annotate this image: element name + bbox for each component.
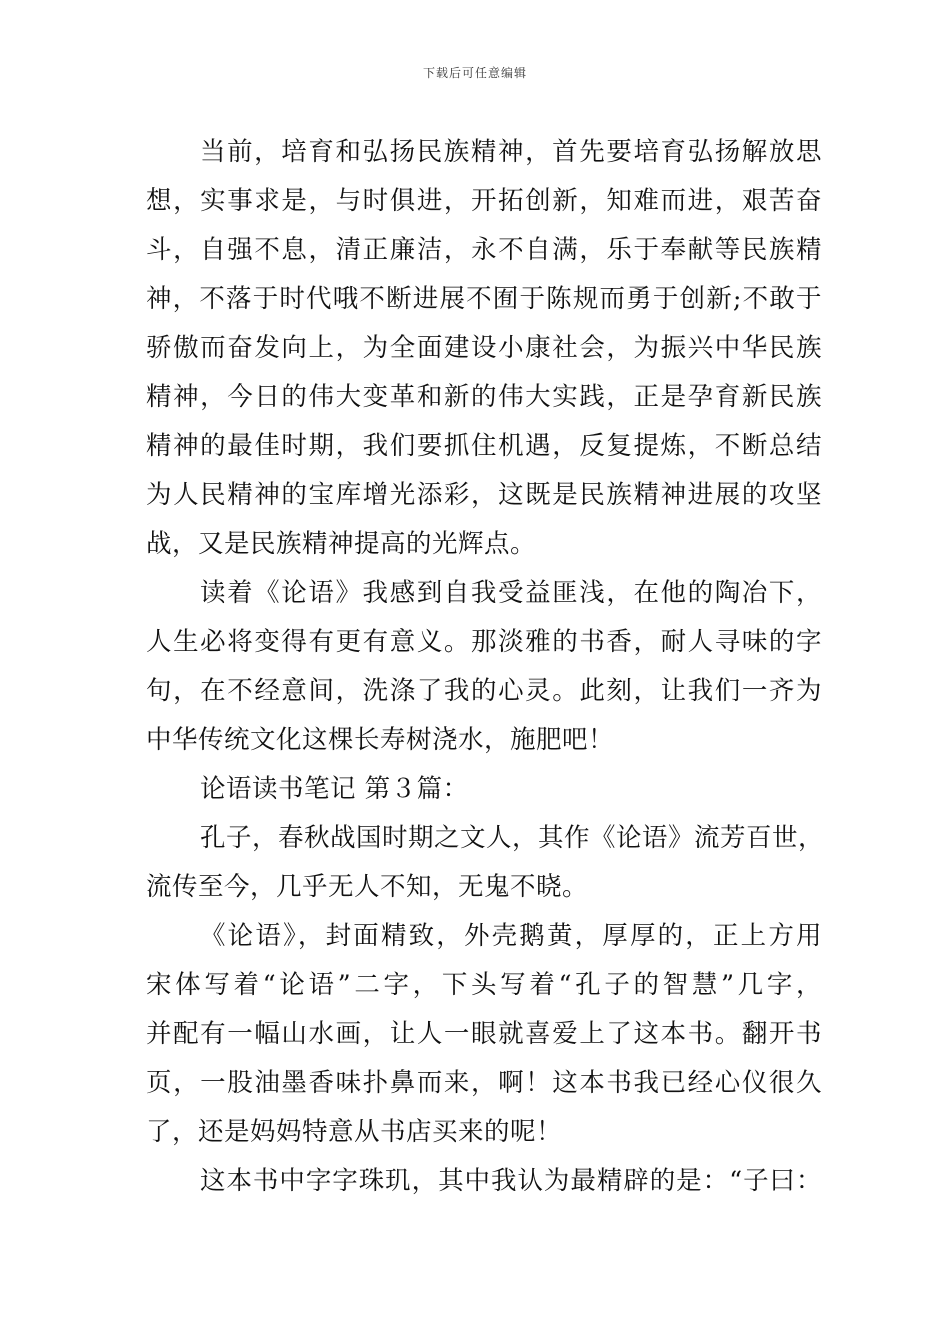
text-line: 宋体写着“论语”二字，下头写着“孔子的智慧”几字， (146, 970, 822, 1000)
text-line: 斗，自强不息，清正廉洁，永不自满，乐于奉献等民族精 (146, 235, 822, 265)
text-line: 流传至今，几乎无人不知，无鬼不晓。 (146, 872, 589, 902)
text-line: 骄傲而奋发向上，为全面建设小康社会，为振兴中华民族 (146, 333, 822, 363)
text-line: 并配有一幅山水画，让人一眼就喜爱上了这本书。翻开书 (146, 1019, 822, 1049)
text-line: 句，在不经意间，洗涤了我的心灵。此刻，让我们一齐为 (146, 676, 822, 706)
text-line: 这本书中字字珠玑，其中我认为最精辟的是：“子曰： (200, 1166, 822, 1196)
page-header: 下载后可任意编辑 (422, 66, 527, 80)
text-line: 为人民精神的宝库增光添彩，这既是民族精神进展的攻坚 (146, 480, 822, 510)
text-line: 战，又是民族精神提高的光辉点。 (146, 529, 537, 559)
text-line: 中华传统文化这棵长寿树浇水，施肥吧！ (146, 725, 615, 755)
text-line: 想，实事求是，与时俱进，开拓创新，知难而进，艰苦奋 (146, 186, 822, 216)
text-line: 页，一股油墨香味扑鼻而来，啊！这本书我已经心仪很久 (146, 1068, 822, 1098)
text-line: 孔子，春秋战国时期之文人，其作《论语》流芳百世， (200, 823, 825, 853)
text-line: 精神的最佳时期，我们要抓住机遇，反复提炼，不断总结 (146, 431, 822, 461)
text-line: 读着《论语》我感到自我受益匪浅，在他的陶冶下， (200, 578, 822, 608)
text-line: 《论语》，封面精致，外壳鹅黄，厚厚的，正上方用 (200, 921, 822, 951)
document-body (146, 128, 825, 1206)
text-line: 论语读书笔记 第３篇： (200, 774, 469, 804)
text-line: 人生必将变得有更有意义。那淡雅的书香，耐人寻味的字 (146, 627, 822, 657)
text-line: 神，不落于时代哦不断进展不囿于陈规而勇于创新;不敢于 (146, 284, 822, 314)
text-line: 当前，培育和弘扬民族精神，首先要培育弘扬解放思 (200, 137, 822, 167)
text-line: 了，还是妈妈特意从书店买来的呢！ (146, 1117, 563, 1147)
text-line: 精神，今日的伟大变革和新的伟大实践，正是孕育新民族 (146, 382, 822, 412)
